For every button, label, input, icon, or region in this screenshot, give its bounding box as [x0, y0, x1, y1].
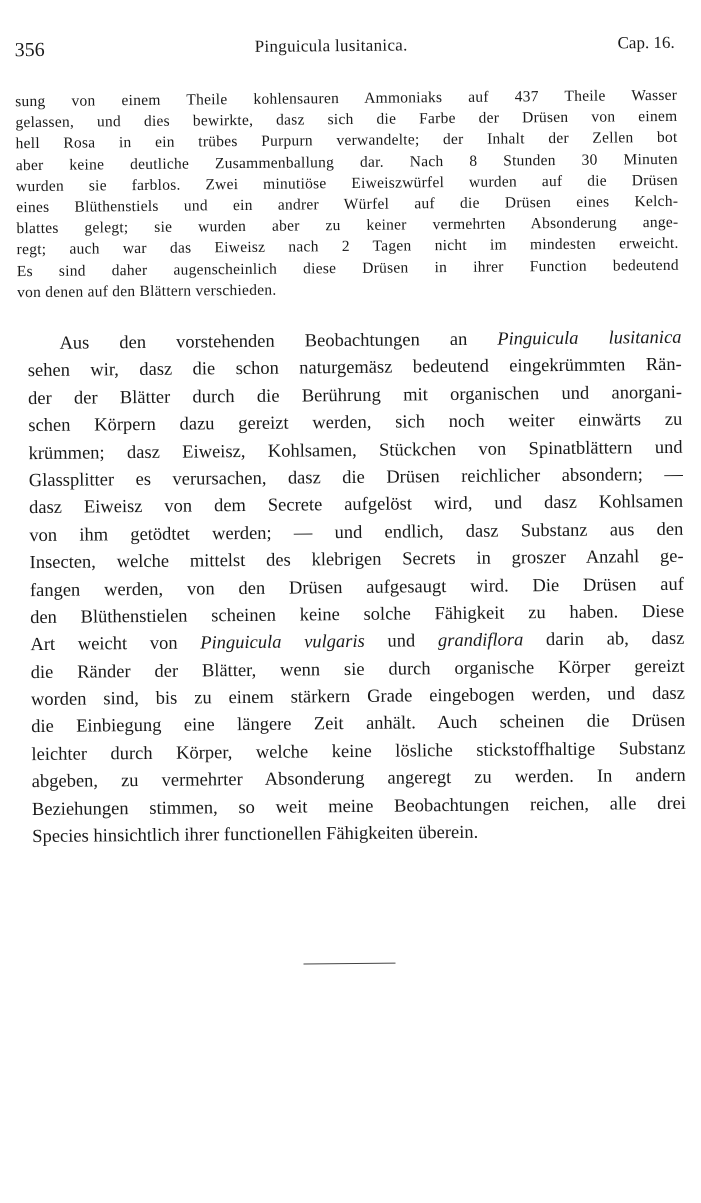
text-line: blattes gelegt; sie wurden aber zu keiner vermehrten Absonderung ange-: [16, 213, 679, 238]
section-end-rule: [303, 963, 395, 965]
text-segment: und: [364, 631, 439, 653]
text-line: Es sind daher augenscheinlich diese Drüsen in ihrer Function bedeutend: [16, 256, 679, 280]
text-segment: Art weicht von: [30, 633, 178, 656]
page-number: 356: [14, 38, 45, 62]
text-line: fangen werden, von den Drüsen aufgesaugt wird. Die Drüsen auf: [29, 574, 684, 601]
text-line: hell Rosa in ein trübes Purpurn verwandelte; der Inhalt der Zellen bot: [15, 129, 678, 153]
text-line: sung von einem Theile kohlensauren Ammoniaks auf 437 Theile Wasser: [15, 86, 678, 111]
page-header: [15, 33, 675, 69]
text-line: von denen auf den Blättern verschieden.: [16, 281, 277, 301]
text-line: dasz Eiweisz von dem Secrete aufgelöst wird, und dasz Kohlsamen: [29, 492, 684, 519]
running-title: Pinguicula lusitanica.: [254, 35, 408, 56]
text-line: wurden sie farblos. Zwei minutiöse Eiweiszwürfel wurden auf die Drüsen: [15, 171, 679, 195]
text-line: gelassen, und dies bewirkte, dasz sich die Farbe der Drüsen von einem: [15, 108, 678, 132]
text-line: schen Körpern dazu gereizt werden, sich noch weiter einwärts zu: [28, 409, 683, 437]
text-line: worden sind, bis zu einem stärkern Grade eingebogen werden, und dasz: [30, 683, 686, 711]
text-line: Beziehungen stimmen, so weit meine Beobachtungen reichen, alle drei: [31, 793, 687, 820]
text-line: den Blüthenstielen scheinen keine solche Fähigkeit zu haben. Diese: [30, 601, 685, 628]
main-paragraph: [27, 325, 686, 852]
text-line: aber keine deutliche Zusammenballung dar. Nach 8 Stunden 30 Minuten: [15, 150, 678, 174]
small-print-paragraph: [15, 85, 679, 303]
text-segment: darin ab, dasz: [523, 629, 685, 651]
species-name: Pinguicula vulgaris: [200, 632, 365, 654]
species-name: Pinguicula lusitanica: [497, 327, 682, 350]
text-line: krümmen; dasz Eiweisz, Kohlsamen, Stückchen von Spinatblättern und: [28, 437, 683, 464]
text-line: regt; auch war das Eiweisz nach 2 Tagen nicht im mindesten erweicht.: [16, 235, 679, 259]
chapter-label: Cap. 16.: [617, 32, 675, 53]
text-line: Species hinsichtlich ihrer functionellen Fähigkeiten überein.: [32, 822, 479, 848]
text-line: abgeben, zu vermehrter Absonderung angeregt zu werden. In andern: [31, 766, 686, 793]
text-line: von ihm getödtet werden; — und endlich, dasz Substanz aus den: [29, 519, 684, 546]
species-name: grandiflora: [437, 630, 524, 652]
text-line: eines Blüthenstiels und ein andrer Würfel auf die Drüsen eines Kelch-: [16, 192, 679, 217]
text-segment: Aus den vorstehenden Beobachtungen an: [59, 329, 498, 354]
text-line: sehen wir, dasz die schon naturgemäsz bedeutend eingekrümmten Rän-: [27, 355, 682, 382]
text-line: Insecten, welche mittelst des klebrigen Secrets in groszer Anzahl ge-: [29, 546, 684, 574]
text-line: Glassplitter es verursachen, dasz die Drüsen reichlicher absondern; —: [28, 464, 683, 492]
text-line: leichter durch Körper, welche keine lösliche stickstoffhaltige Substanz: [31, 738, 686, 765]
text-line: der der Blätter durch die Berührung mit organischen und anorgani-: [27, 382, 683, 409]
text-line: die Ränder der Blätter, wenn sie durch organische Körper gereizt: [30, 656, 685, 683]
text-line: die Einbiegung eine längere Zeit anhält. Auch scheinen die Drüsen: [31, 711, 686, 738]
